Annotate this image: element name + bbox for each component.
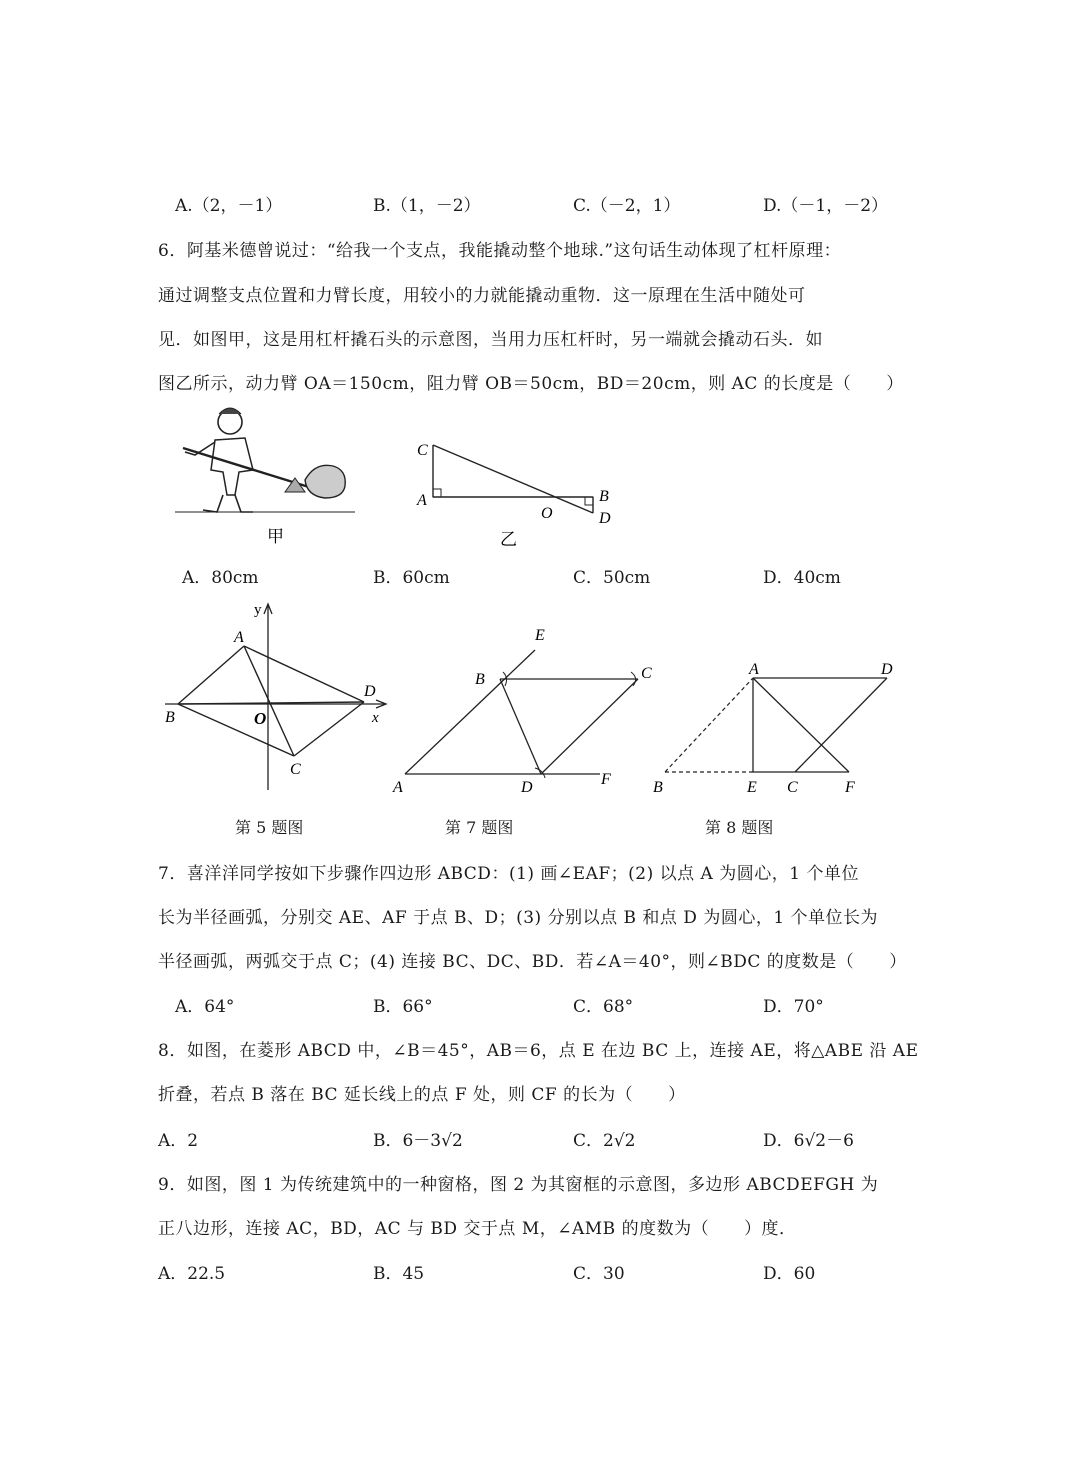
q7-option-d: D．70° [763,997,824,1017]
q7-option-c: C．68° [573,997,634,1017]
lever-illustration [175,400,365,555]
q9-line-2: 正八边形，连接 AC，BD，AC 与 BD 交于点 M，∠AMB 的度数为（ ）度． [158,1219,797,1239]
fig-yi-point-d: D [599,510,611,527]
q5-option-c: C.（－2，1） [573,196,681,216]
fig5-caption: 第 5 题图 [235,818,304,837]
fig8-point-c: C [787,779,798,796]
q6-option-d: D．40cm [763,568,841,588]
fig5-point-a: A [234,629,244,646]
q9-option-b: B．45 [373,1264,425,1284]
q8-line-1: 8．如图，在菱形 ABCD 中，∠B＝45°，AB＝6，点 E 在边 BC 上，连接 AE，将△ABE 沿 AE [158,1041,919,1061]
fig5-point-o: O [254,709,267,728]
q6-line-2: 通过调整支点位置和力臂长度，用较小的力就能撬动重物．这一原理在生活中随处可 [158,286,806,306]
q7-line-3: 半径画弧，两弧交于点 C；(4) 连接 BC、DC、BD．若∠A＝40°，则∠BDC 的度数是（ ） [158,952,907,972]
fig8-point-b: B [653,779,663,796]
fig5-label-x: x [372,710,379,726]
figure-5 [160,598,395,798]
fig5-point-d: D [364,683,376,700]
q6-line-3: 见．如图甲，这是用杠杆撬石头的示意图，当用力压杠杆时，另一端就会撬动石头．如 [158,330,823,350]
q5-option-b: B.（1，－2） [373,196,481,216]
q6-option-c: C．50cm [573,568,651,588]
fig-yi-label: 乙 [500,530,517,549]
q6-line-4: 图乙所示，动力臂 OA＝150cm，阻力臂 OB＝50cm，BD＝20cm，则 AC 的长度是（ ） [158,374,904,394]
q7-option-a: A．64° [175,997,235,1017]
figure-yi [405,435,625,550]
fig8-point-d: D [881,661,893,678]
q8-option-a: A．2 [158,1131,199,1151]
figure-7 [385,622,652,802]
fig7-point-d: D [521,779,533,796]
q7-line-2: 长为半径画弧，分别交 AE、AF 于点 B、D；(3) 分别以点 B 和点 D 为圆心，1 个单位长为 [158,908,879,928]
q9-line-1: 9．如图，图 1 为传统建筑中的一种窗格，图 2 为其窗框的示意图，多边形 ABCDEFGH 为 [158,1175,879,1195]
fig-jia-label: 甲 [267,527,284,546]
fig5-point-b: B [165,709,175,726]
fig8-point-e: E [747,779,757,796]
fig5-label-y: y [254,602,262,618]
fig5-point-c: C [290,761,301,778]
fig8-point-a: A [749,661,759,678]
q5-option-a: A.（2，－1） [175,196,283,216]
figure-8 [645,658,905,798]
q6-line-1: 6．阿基米德曾说过：“给我一个支点，我能撬动整个地球.”这句话生动体现了杠杆原理： [158,241,842,261]
fig7-point-c: C [641,665,652,682]
fig7-point-a: A [393,779,403,796]
q5-option-d: D.（－1，－2） [763,196,889,216]
fig-yi-point-o: O [541,505,553,522]
q7-option-b: B．66° [373,997,433,1017]
fig8-point-f: F [845,779,855,796]
fig7-caption: 第 7 题图 [445,818,514,837]
fig7-point-f: F [601,771,611,788]
q9-option-a: A．22.5 [158,1264,226,1284]
q7-line-1: 7．喜洋洋同学按如下步骤作四边形 ABCD：(1) 画∠EAF；(2) 以点 A 为圆心，1 个单位 [158,864,859,884]
fig-yi-point-a: A [417,492,427,509]
q8-line-2: 折叠，若点 B 落在 BC 延长线上的点 F 处，则 CF 的长为（ ） [158,1085,686,1105]
fig8-caption: 第 8 题图 [705,818,774,837]
q8-option-d: D．6√2－6 [763,1131,854,1151]
q8-option-c: C．2√2 [573,1131,636,1151]
fig7-point-b: B [475,671,485,688]
q6-option-b: B．60cm [373,568,450,588]
q8-option-b: B．6－3√2 [373,1131,463,1151]
q9-option-c: C．30 [573,1264,625,1284]
q6-option-a: A．80cm [182,568,259,588]
fig-yi-point-c: C [417,442,428,459]
fig7-point-e: E [535,627,545,644]
q9-option-d: D．60 [763,1264,816,1284]
fig-yi-point-b: B [599,488,609,505]
